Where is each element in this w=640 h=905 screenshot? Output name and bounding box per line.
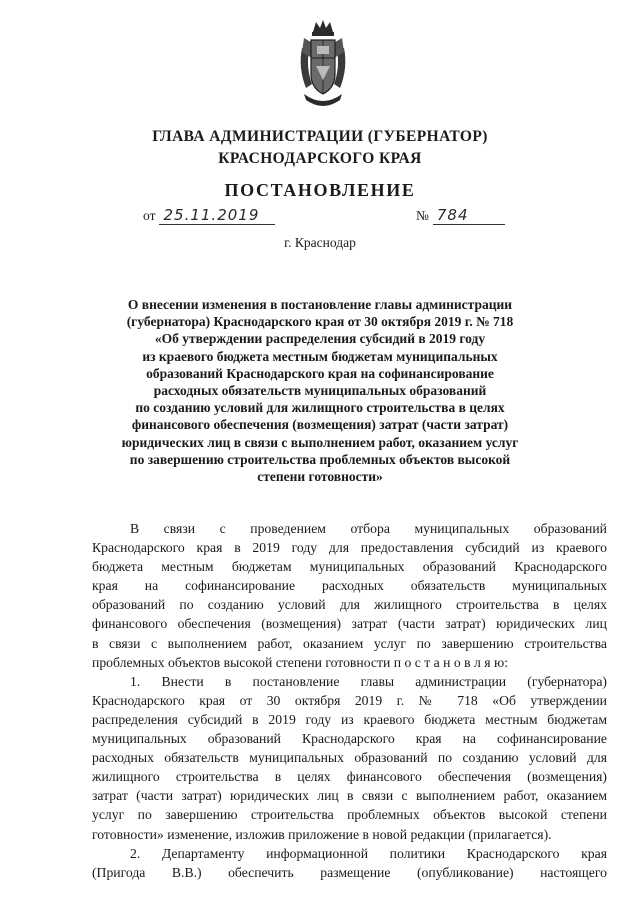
- document-title: [110, 296, 530, 485]
- title-line: юридических лиц в связи с выполнением работ, оказанием услуг: [121, 434, 519, 450]
- body-line: готовности» изменение, изложив приложение в новой редакции (прилагается).: [92, 826, 552, 842]
- number-prefix: №: [416, 208, 429, 223]
- body-line: Краснодарского края в 2019 году для предоставления субсидий из краевого: [92, 540, 607, 556]
- body-line: проблемных объектов высокой степени готовности п о с т а н о в л я ю:: [92, 654, 508, 670]
- body-line: муниципальных образований Краснодарского края на софинансирование: [92, 731, 607, 747]
- body-line: 1. Внести в постановление главы администрации (губернатора): [130, 673, 607, 689]
- title-line: расходных обязательств муниципальных образований: [153, 383, 487, 399]
- title-line: степени готовности»: [257, 469, 383, 485]
- title-line: «Об утверждении распределения субсидий в 2019 году: [154, 331, 486, 347]
- document-number: [416, 206, 505, 225]
- body-line: жилищного строительства в целях финансового обеспечения (возмещения): [92, 769, 607, 785]
- title-line: О внесении изменения в постановление главы администрации: [127, 297, 513, 312]
- city-of-issue: г. Краснодар: [284, 235, 356, 250]
- body-line: услуг по завершению строительства проблемных объектов высокой степени: [92, 807, 607, 823]
- title-line: финансового обеспечения (возмещения) затрат (части затрат): [131, 417, 509, 433]
- document-type: ПОСТАНОВЛЕНИЕ: [224, 180, 416, 200]
- body-line: бюджета местным бюджетам муниципальных образований Краснодарского: [92, 559, 607, 575]
- date-prefix: от: [143, 208, 156, 223]
- title-line: по завершению строительства проблемных объектов высокой: [129, 451, 511, 467]
- body-line: 2. Департаменту информационной политики Краснодарского края: [130, 845, 607, 861]
- handwritten-number: 784: [433, 206, 505, 225]
- body-line: края на софинансирование расходных обязательств муниципальных: [92, 578, 607, 594]
- title-line: по созданию условий для жилищного строительства в целях: [135, 400, 505, 416]
- body-line: (Пригода В.В.) обеспечить размещение (опубликование) настоящего: [92, 864, 607, 880]
- krasnodar-coat-of-arms-icon: [296, 18, 350, 110]
- handwritten-date: 25.11.2019: [159, 206, 275, 225]
- document-date: [143, 206, 275, 225]
- body-line: в связи с выполнением работ, оказанием услуг по завершению строительства: [92, 635, 607, 651]
- title-line: из краевого бюджета местным бюджетам муниципальных: [142, 348, 498, 364]
- authority-line: ГЛАВА АДМИНИСТРАЦИИ (ГУБЕРНАТОР): [152, 128, 488, 145]
- body-line: Краснодарского края от 30 октября 2019 г. № 718 «Об утверждении: [92, 692, 607, 708]
- body-line: образований по созданию условий для жилищного строительства в целях: [92, 597, 607, 613]
- body-line: расходных обязательств муниципальных образований по созданию условий для: [92, 750, 607, 766]
- body-line: В связи с проведением отбора муниципальных образований: [130, 521, 607, 536]
- title-line: образований Краснодарского края на софинансирование: [146, 365, 494, 381]
- authority-line: КРАСНОДАРСКОГО КРАЯ: [218, 150, 422, 167]
- title-line: (губернатора) Краснодарского края от 30 октября 2019 г. № 718: [126, 314, 514, 330]
- body-line: финансового обеспечения (возмещения) затрат (части затрат) юридических лиц: [92, 616, 607, 632]
- document-body: [92, 519, 607, 882]
- body-line: распределения субсидий в 2019 году из краевого бюджета местным бюджетам: [92, 711, 607, 727]
- body-line: затрат (части затрат) юридических лиц в связи с выполнением работ, оказанием: [92, 788, 607, 804]
- issuing-authority: [0, 126, 640, 170]
